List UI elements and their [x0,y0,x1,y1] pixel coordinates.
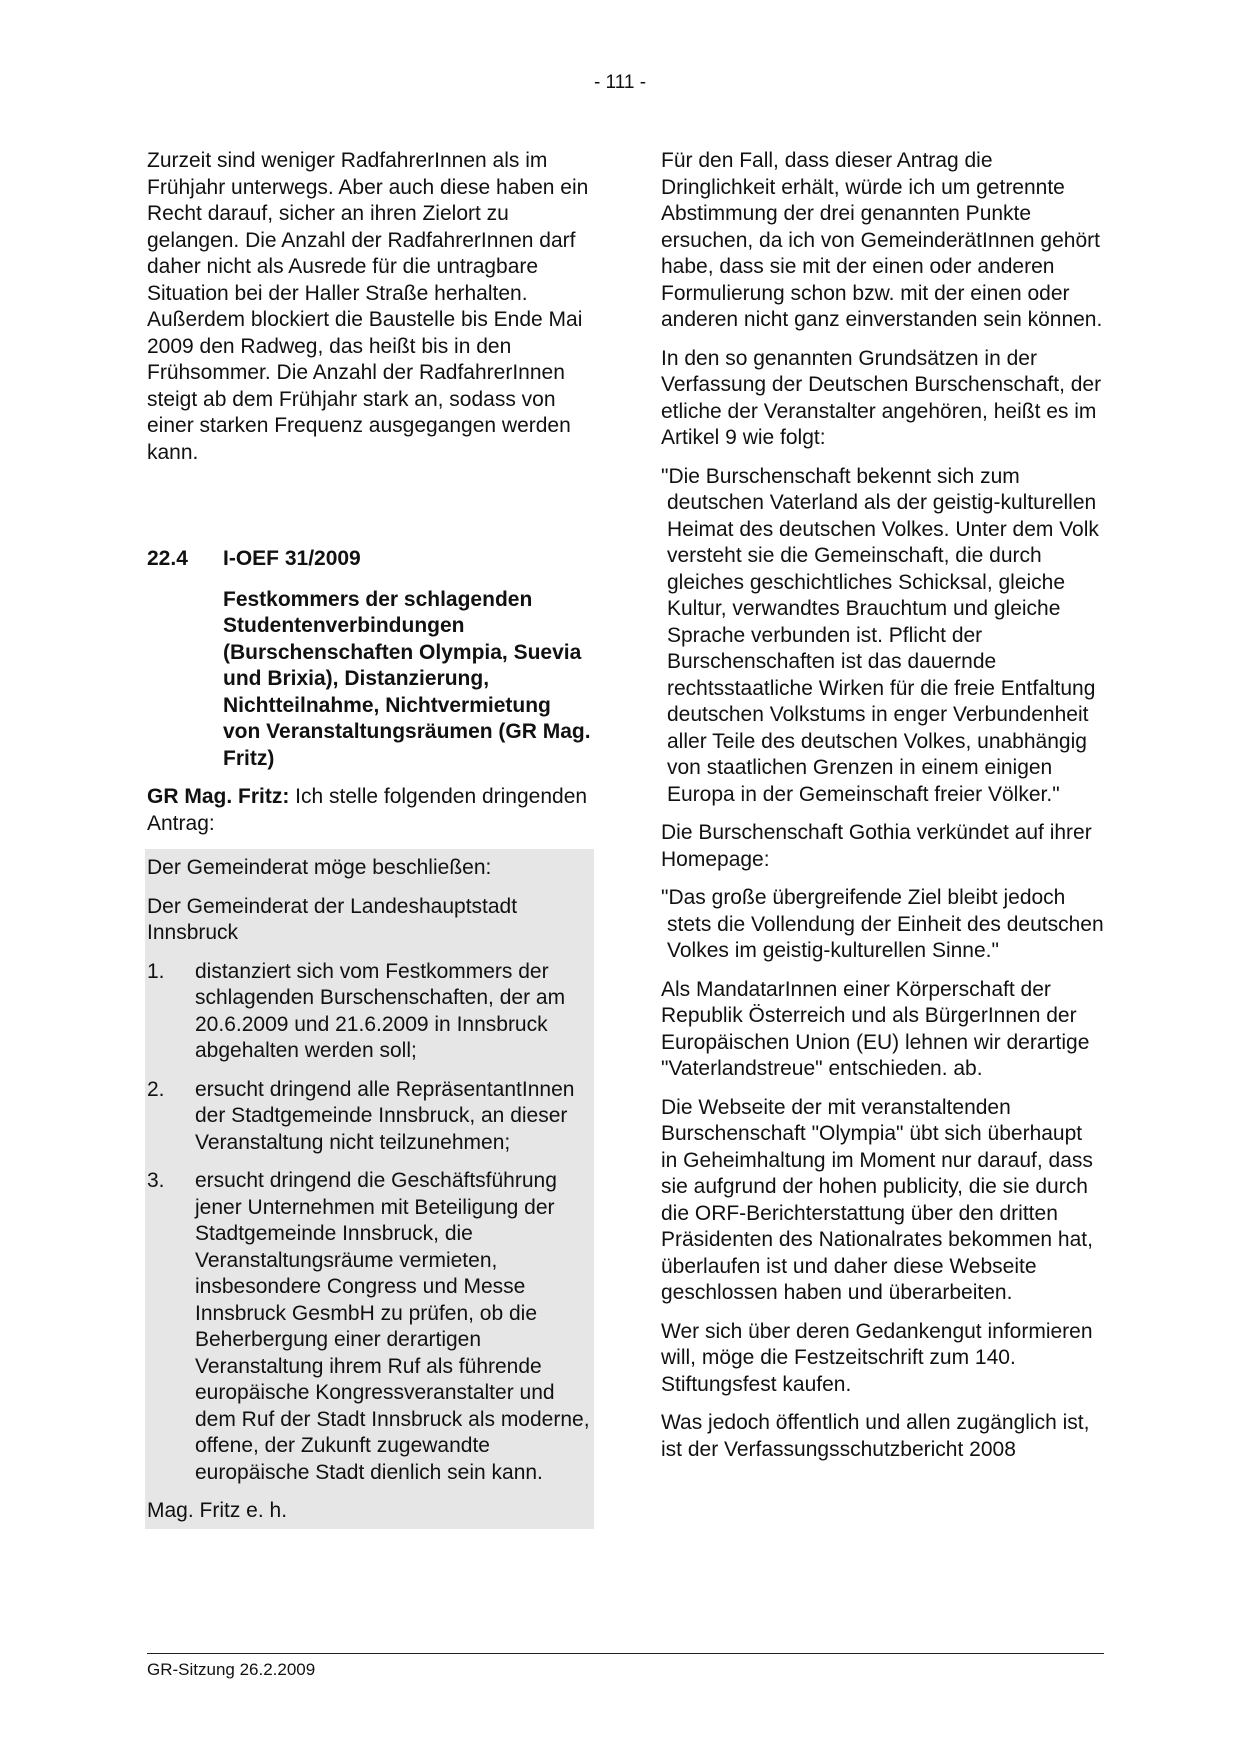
page-number: - 111 - [593,72,647,93]
left-column [147,148,594,1529]
paragraph: Was jedoch öffentlich und allen zugänglich ist, ist der Verfassungsschutzbericht 2008 [661,1411,1090,1461]
motion-item-number: 1. [147,959,165,983]
paragraph: Als MandatarInnen einer Körperschaft der Republik Österreich und als BürgerInnen der Europäischen Union (EU) lehnen wir derartige "Vaterlandstreue" entschieden. ab. [661,977,1090,1080]
motion-item-text: distanziert sich vom Festkommers der schlagenden Burschenschaften, der am 20.6.2009 und 21.6.2009 in Innsbruck abgehalten werden soll; [195,959,566,1062]
paragraph: Wer sich über deren Gedankengut informieren will, möge die Festzeitschrift zum 140. Stiftungsfest kaufen. [661,1319,1093,1396]
motion-item-text: ersucht dringend die Geschäftsführung jener Unternehmen mit Beteiligung der Stadtgemeinde Innsbruck, die Veranstaltungsräume vermieten, insbesondere Congress und Messe Innsbruck GesmbH zu prüfen, ob die Beherbergung einer derartigen Veranstaltung ihrem Ruf als führende europäische Kongressveranstalter und dem Ruf der Stadt Innsbruck als moderne, offene, der Zukunft zugewandte europäische Stadt dienlich sein kann. [195,1169,590,1484]
section-heading [147,546,594,573]
right-column [661,148,1104,1475]
footer-divider [147,1653,1104,1654]
intro-paragraph: Zurzeit sind weniger RadfahrerInnen als im Frühjahr unterwegs. Aber auch diese haben ein Recht darauf, sicher an ihren Zielort zu gelangen. Die Anzahl der RadfahrerInnen darf daher nicht als Ausrede für die untragbare Situation bei der Haller Straße herhalten. Außerdem blockiert die Baustelle bis Ende Mai 2009 den Radweg, das heißt bis in den Frühsommer. Die Anzahl der RadfahrerInnen steigt ab dem Frühjahr stark an, sodass von einer starken Frequenz ausgegangen werden kann. [147,149,589,464]
footer-text: GR-Sitzung 26.2.2009 [147,1660,316,1679]
quote-paragraph: "Das große übergreifende Ziel bleibt jedoch stets die Vollendung der Einheit des deutschen Volkes im geistig-kulturellen Sinne." [661,886,1104,962]
motion-list [147,959,592,1487]
motion-item-text: ersucht dringend alle RepräsentantInnen der Stadtgemeinde Innsbruck, an dieser Veranstaltung nicht teilzunehmen; [195,1077,575,1154]
section-code: I-OEF 31/2009 [223,547,361,570]
section-number: 22.4 [147,547,188,570]
quote-paragraph: "Die Burschenschaft bekennt sich zum deutschen Vaterland als der geistig-kulturellen Heimat des deutschen Volkes. Unter dem Volk versteht sie die Gemeinschaft, die durch gleiches geschichtliches Schicksal, gleiche Kultur, verwandtes Brauchtum und gleiche Sprache verbunden ist. Pflicht der Burschenschaften ist das dauernde rechtsstaatliche Wirken für die freie Entfaltung deutschen Volkstums in enger Verbundenheit aller Teile des deutschen Volkes, unabhängig von staatlichen Grenzen in einem einigen Europa in der Gemeinschaft freier Völker." [661,464,1099,806]
paragraph: Die Webseite der mit veranstaltenden Burschenschaft "Olympia" übt sich überhaupt in Geheimhaltung im Moment nur darauf, dass sie aufgrund der hohen publicity, die sie durch die ORF-Berichterstattung über den dritten Präsidenten des Nationalrates bekommen hat, überlaufen ist und daher diese Webseite geschlossen haben und überarbeiten. [661,1095,1093,1304]
motion-item-number: 2. [147,1077,165,1101]
motion-item [147,1077,592,1157]
motion-item [147,959,592,1065]
motion-signature: Mag. Fritz e. h. [147,1499,288,1522]
motion-item [147,1168,592,1486]
motion-council: Der Gemeinderat der Landeshauptstadt Innsbruck [147,894,518,944]
motion-box [145,849,594,1529]
section-title: Festkommers der schlagenden Studentenverbindungen (Burschenschaften Olympia, Suevia und Brixia), Distanzierung, Nichtteilnahme, Nichtvermietung von Veranstaltungsräumen (GR Mag. Fritz) [223,587,591,770]
motion-intro: Der Gemeinderat möge beschließen: [147,856,492,879]
paragraph: In den so genannten Grundsätzen in der Verfassung der Deutschen Burschenschaft, der etliche der Veranstalter angehören, heißt es im Artikel 9 wie folgt: [661,346,1102,449]
speaker-name: GR Mag. Fritz: [147,785,290,808]
speaker-paragraph [147,784,594,837]
motion-item-number: 3. [147,1169,165,1192]
paragraph: Für den Fall, dass dieser Antrag die Dringlichkeit erhält, würde ich um getrennte Abstimmung der drei genannten Punkte ersuchen, da ich von GemeinderätInnen gehört habe, dass sie mit der einen oder anderen Formulierung schon bzw. mit der einen oder anderen nicht ganz einverstanden sein können. [661,149,1103,331]
paragraph: Die Burschenschaft Gothia verkündet auf ihrer Homepage: [661,821,1092,871]
speaker-text: Ich stelle folgenden dringenden Antrag: [147,785,588,835]
